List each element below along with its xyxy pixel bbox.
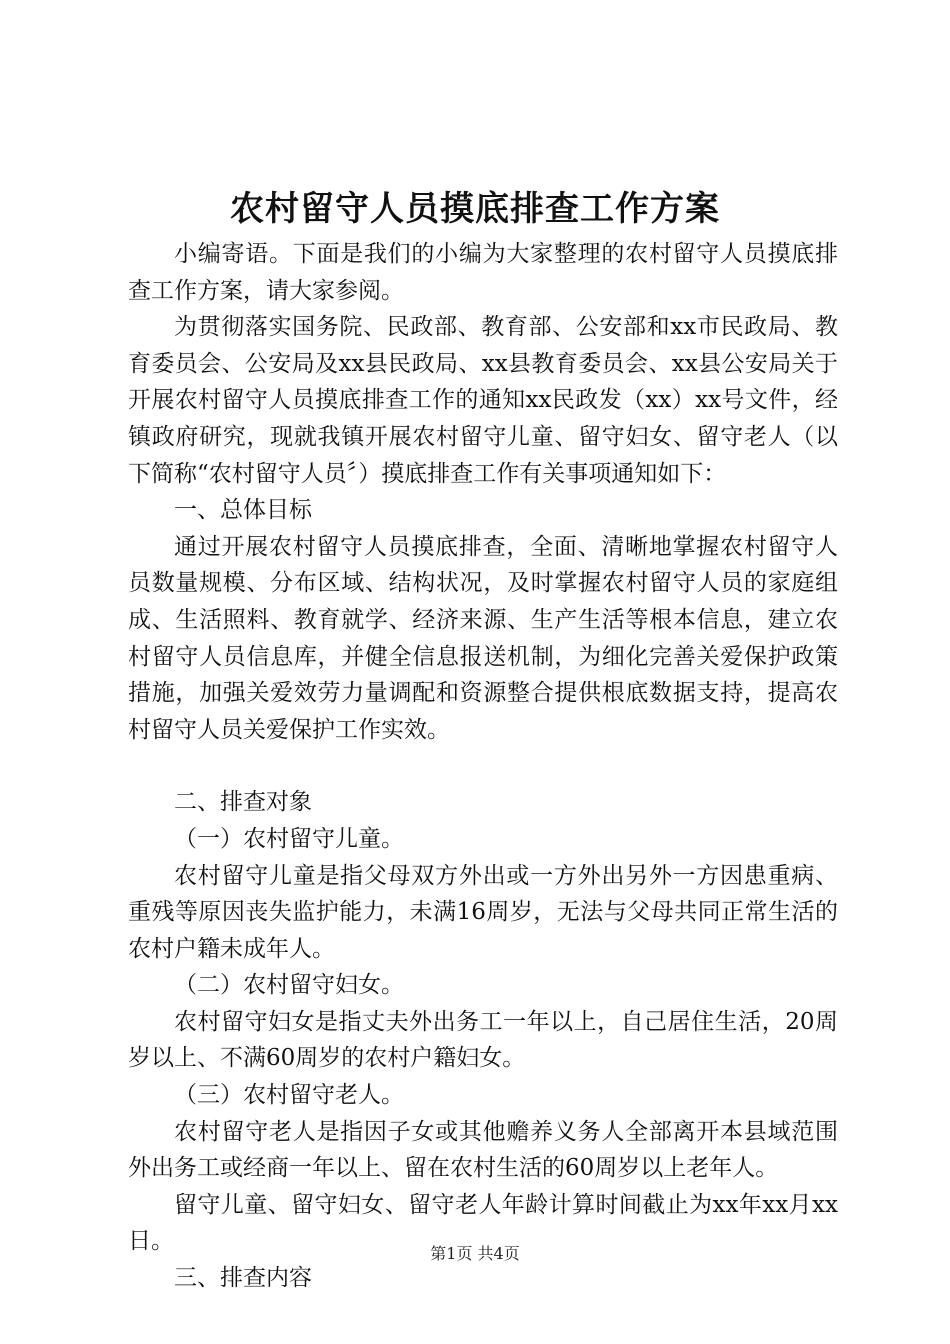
section-heading-1: 一、总体目标 <box>174 497 312 524</box>
document-title: 农村留守人员摸底排查工作方案 <box>230 189 720 229</box>
document-body <box>128 236 838 1297</box>
paragraph-notice: 为贯彻落实国务院、民政部、教育部、公安部和xx市民政局、教育委员会、公安局及xx县民政局、xx县教育委员会、xx县公安局关于开展农村留守人员摸底排查工作的通知xx民政发（xx）xx号文件，经镇政府研究，现就我镇开展农村留守儿童、留守妇女、留守老人（以下简称“农村留守人员〞）摸底排查工作有关事项通知如下： <box>128 314 838 487</box>
paragraph-elderly: 农村留守老人是指因子女或其他赡养义务人全部离开本县域范围外出务工或经商一年以上、留在农村生活的60周岁以上老年人。 <box>128 1118 838 1182</box>
paragraph-women: 农村留守妇女是指丈夫外出务工一年以上，自己居住生活，20周岁以上、不满60周岁的农村户籍妇女。 <box>128 1008 838 1072</box>
paragraph-intro: 小编寄语。下面是我们的小编为大家整理的农村留守人员摸底排查工作方案，请大家参阅。 <box>128 241 838 304</box>
paragraph-goal: 通过开展农村留守人员摸底排查，全面、清晰地掌握农村留守人员数量规模、分布区域、结构状况，及时掌握农村留守人员的家庭组成、生活照料、教育就学、经济来源、生产生活等根本信息，建立农村留守人员信息库，并健全信息报送机制，为细化完善关爱保护政策措施，加强关爱效劳力量调配和资源整合提供根底数据支持，提高农村留守人员关爱保护工作实效。 <box>128 533 838 743</box>
paragraph-children: 农村留守儿童是指父母双方外出或一方外出另外一方因患重病、重残等原因丧失监护能力，未满16周岁，无法与父母共同正常生活的农村户籍未成年人。 <box>128 862 838 962</box>
page-indicator: 第1页 共4页 <box>430 1244 520 1263</box>
section-heading-2: 二、排查对象 <box>174 789 312 816</box>
subheading-elderly: （三）农村留守老人。 <box>174 1082 404 1109</box>
subheading-women: （二）农村留守妇女。 <box>174 972 404 999</box>
subheading-children: （一）农村留守儿童。 <box>174 825 404 852</box>
section-heading-3: 三、排查内容 <box>174 1265 312 1292</box>
paragraph-age-cutoff: 留守儿童、留守妇女、留守老人年龄计算时间截止为xx年xx月xx日。 <box>128 1191 838 1255</box>
